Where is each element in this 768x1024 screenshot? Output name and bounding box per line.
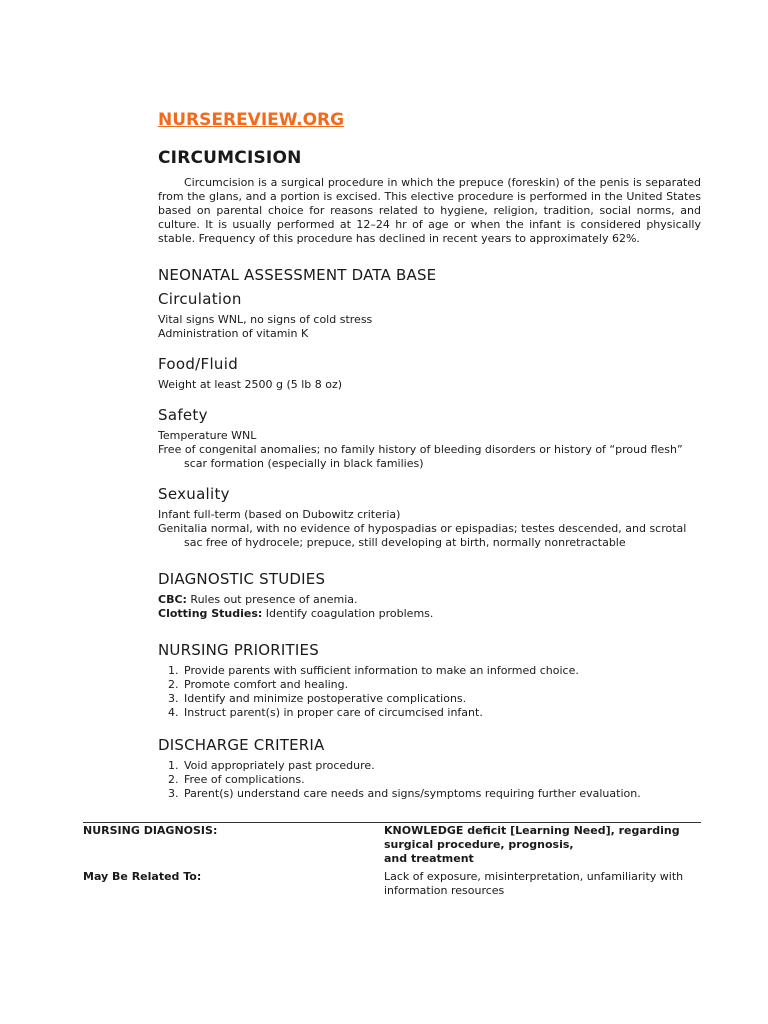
safety-line: Temperature WNL xyxy=(158,429,257,442)
diagnosis-value-line: and treatment xyxy=(384,852,474,865)
food-fluid-heading: Food/Fluid xyxy=(158,355,239,373)
site-link[interactable]: NURSEREVIEW.ORG xyxy=(158,110,345,130)
diagnosis-label: NURSING DIAGNOSIS: xyxy=(83,824,218,837)
safety-line: Free of congenital anomalies; no family history of bleeding disorders or history of “proud flesh” scar formation (especially in black families) xyxy=(158,443,683,470)
sexuality-line: Genitalia normal, with no evidence of hypospadias or epispadias; testes descended, and scrotal sac free of hydrocele; prepuce, still developing at birth, normally nonretractable xyxy=(158,522,687,549)
related-to-label: May Be Related To: xyxy=(83,870,202,883)
diagnostic-item xyxy=(158,593,701,607)
diagnostic-label: CBC: xyxy=(158,593,187,606)
list-item: 1. Provide parents with sufficient information to make an informed choice. xyxy=(182,664,701,678)
diagnosis-table xyxy=(83,822,701,898)
diagnosis-value xyxy=(384,824,701,866)
list-item: 2. Promote comfort and healing. xyxy=(182,678,701,692)
document-body xyxy=(158,110,701,801)
list-item: 4. Instruct parent(s) in proper care of circumcised infant. xyxy=(182,706,701,720)
discharge-list xyxy=(158,759,701,801)
list-item: 2. Free of complications. xyxy=(182,773,701,787)
circulation-heading: Circulation xyxy=(158,290,242,308)
discharge-heading: DISCHARGE CRITERIA xyxy=(158,736,325,754)
intro-paragraph: Circumcision is a surgical procedure in which the prepuce (foreskin) of the penis is separated from the glans, and a portion is excised. This elective procedure is performed in the United States based on parental choice for reasons related to hygiene, religion, tradition, social norms, and culture. It is usually performed at 12–24 hr of age or when the infant is considered physically stable. Frequency of this procedure has declined in recent years to approximately 62%. xyxy=(158,176,701,245)
circulation-line: Vital signs WNL, no signs of cold stress xyxy=(158,313,373,326)
diagnostic-heading: DIAGNOSTIC STUDIES xyxy=(158,570,326,588)
diagnosis-value-line: KNOWLEDGE deficit [Learning Need], regarding xyxy=(384,824,680,837)
related-to-value xyxy=(384,870,701,898)
diagnosis-value-line: surgical procedure, prognosis, xyxy=(384,838,574,851)
circulation-line: Administration of vitamin K xyxy=(158,327,309,340)
sexuality-line: Infant full-term (based on Dubowitz criteria) xyxy=(158,508,401,521)
diagnostic-text: Rules out presence of anemia. xyxy=(186,593,358,606)
priorities-list xyxy=(158,664,701,720)
page-title: CIRCUMCISION xyxy=(158,148,302,168)
diagnostic-item xyxy=(158,607,701,621)
food-fluid-line: Weight at least 2500 g (5 lb 8 oz) xyxy=(158,378,343,391)
diagnostic-text: Identify coagulation problems. xyxy=(262,607,434,620)
sexuality-heading: Sexuality xyxy=(158,485,230,503)
list-item: 3. Parent(s) understand care needs and signs/symptoms requiring further evaluation. xyxy=(182,787,701,801)
table-row xyxy=(83,870,701,898)
safety-heading: Safety xyxy=(158,406,208,424)
assessment-heading: NEONATAL ASSESSMENT DATA BASE xyxy=(158,266,437,284)
list-item: 1. Void appropriately past procedure. xyxy=(182,759,701,773)
related-to-line: Lack of exposure, misinterpretation, unfamiliarity with xyxy=(384,870,684,883)
list-item: 3. Identify and minimize postoperative complications. xyxy=(182,692,701,706)
diagnostic-label: Clotting Studies: xyxy=(158,607,263,620)
related-to-line: information resources xyxy=(384,884,505,897)
priorities-heading: NURSING PRIORITIES xyxy=(158,641,319,659)
table-row xyxy=(83,823,701,866)
